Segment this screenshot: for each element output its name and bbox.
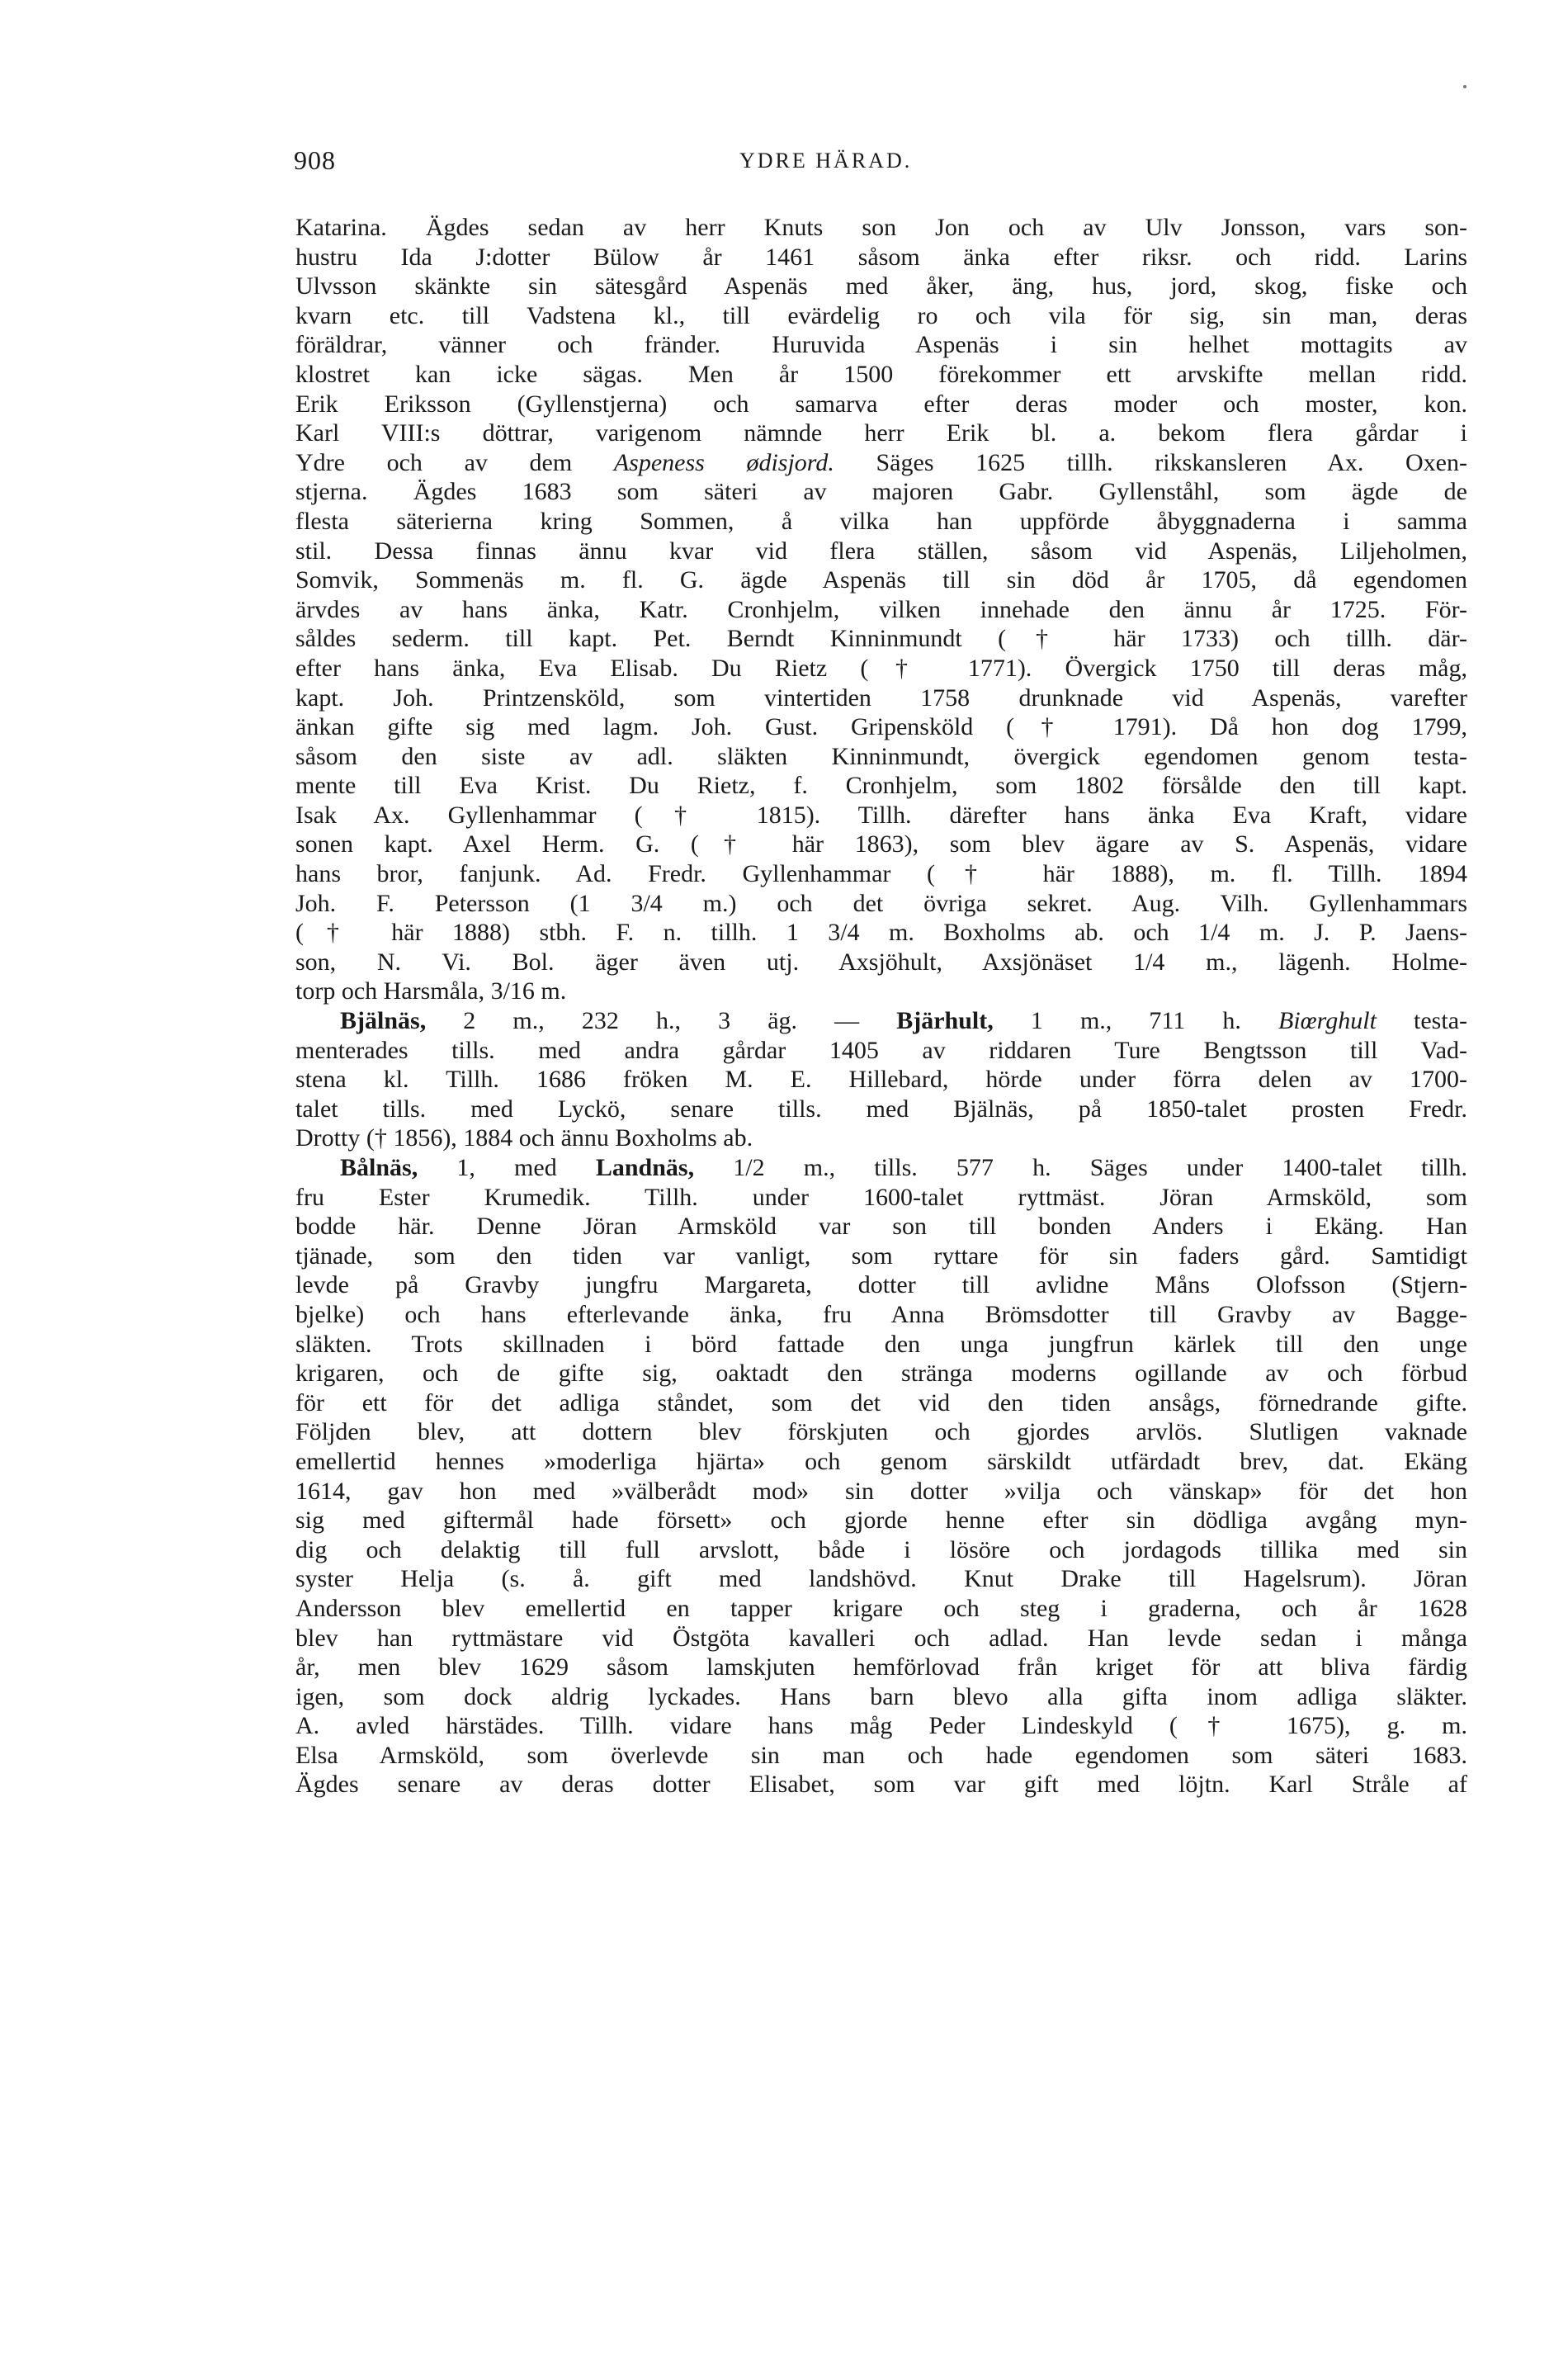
text-line (295, 830, 1467, 859)
text-line (295, 948, 1467, 977)
line-text: bjelke) och hans efterlevande änka, fru Anna Brömsdotter till Gravby av Bagge- (295, 1300, 1467, 1328)
line-text: såldes sederm. till kapt. Pet. Berndt Kinninmundt († här 1733) och tillh. där- (295, 625, 1467, 653)
line-text: stjerna. Ägdes 1683 som säteri av majoren Gabr. Gyllenståhl, som ägde de (295, 478, 1467, 506)
text-line (295, 330, 1467, 360)
line-text: hans bror, fanjunk. Ad. Fredr. Gyllenhammar († här 1888), m. fl. Tillh. 1894 (295, 860, 1467, 888)
line-text: Andersson blev emellertid en tapper krigare och steg i graderna, och år 1628 (295, 1594, 1467, 1622)
line-text: testa- (1376, 1007, 1467, 1035)
text-line (295, 1123, 1467, 1153)
line-text: Säges 1625 tillh. rikskansleren Ax. Oxen- (834, 448, 1467, 476)
line-text: blev han ryttmästare vid Östgöta kavalleri och adlad. Han levde sedan i många (295, 1624, 1467, 1652)
text-line (295, 477, 1467, 507)
text-line (295, 1535, 1467, 1565)
line-text: torp och Harsmåla, 3/16 m. (295, 977, 567, 1005)
line-text: fru Ester Krumedik. Tillh. under 1600-talet ryttmäst. Jöran Armsköld, som (295, 1183, 1467, 1211)
text-line (295, 243, 1467, 272)
text-line (295, 801, 1467, 830)
line-text: levde på Gravby jungfru Margareta, dotter till avlidne Måns Olofsson (Stjern- (295, 1271, 1467, 1299)
italic-term: Biœrghult (1278, 1007, 1377, 1035)
text-line (295, 1682, 1467, 1712)
text-line (295, 1741, 1467, 1771)
line-text: igen, som dock aldrig lyckades. Hans barn blevo alla gifta inom adliga släkter. (295, 1682, 1467, 1710)
text-line (295, 1624, 1467, 1653)
italic-term: Aspeness ødisjord. (613, 448, 834, 476)
body-text (295, 213, 1467, 1800)
place-name: Landnäs, (595, 1154, 695, 1181)
line-text: 1/2 m., tills. 577 h. Säges under 1400-talet tillh. (694, 1154, 1467, 1181)
line-text: Katarina. Ägdes sedan av herr Knuts son Jon och av Ulv Jonsson, vars son- (295, 214, 1467, 241)
scan-speck (1463, 85, 1466, 88)
text-line (295, 507, 1467, 537)
line-text: stena kl. Tillh. 1686 fröken M. E. Hillebard, hörde under förra delen av 1700- (295, 1066, 1467, 1094)
text-line (295, 742, 1467, 772)
text-line (295, 1359, 1467, 1388)
text-line (295, 360, 1467, 390)
text-line (295, 1417, 1467, 1447)
line-text: Drotty († 1856), 1884 och ännu Boxholms ab. (295, 1124, 753, 1152)
line-text: hustru Ida J:dotter Bülow år 1461 såsom änka efter riksr. och ridd. Larins (295, 243, 1467, 271)
line-text: talet tills. med Lyckö, senare tills. med Bjälnäs, på 1850-talet prosten Fredr. (295, 1095, 1467, 1123)
text-line (295, 390, 1467, 419)
text-line (295, 654, 1467, 683)
text-line (295, 1477, 1467, 1506)
line-text: änkan gifte sig med lagm. Joh. Gust. Gripensköld († 1791). Då hon dog 1799, (295, 713, 1467, 741)
text-line (295, 1241, 1467, 1271)
line-text: Karl VIII:s döttrar, varigenom nämnde herr Erik bl. a. bekom flera gårdar i (295, 419, 1467, 447)
line-text: 2 m., 232 h., 3 äg. — (426, 1007, 897, 1035)
line-text: Erik Eriksson (Gyllenstjerna) och samarva efter deras moder och moster, kon. (295, 390, 1467, 418)
line-text: bodde här. Denne Jöran Armsköld var son till bonden Anders i Ekäng. Han (295, 1213, 1467, 1241)
line-text: flesta säterierna kring Sommen, å vilka han uppförde åbyggnaderna i samma (295, 507, 1467, 535)
line-text: 1 m., 711 h. (993, 1007, 1279, 1035)
text-line (295, 1770, 1467, 1800)
text-line (295, 1153, 1467, 1183)
line-text: A. avled härstädes. Tillh. vidare hans måg Peder Lindeskyld († 1675), g. m. (295, 1712, 1467, 1740)
text-line (295, 1065, 1467, 1095)
line-text: emellertid hennes »moderliga hjärta» och genom särskildt utfärdadt brev, dat. Ekäng (295, 1447, 1467, 1475)
text-line (295, 624, 1467, 654)
line-text: ärvdes av hans änka, Katr. Cronhjelm, vilken innehade den ännu år 1725. För- (295, 595, 1467, 623)
text-line (295, 712, 1467, 742)
line-text: krigaren, och de gifte sig, oaktadt den stränga moderns ogillande av och förbud (295, 1360, 1467, 1388)
line-text: klostret kan icke sägas. Men år 1500 förekommer ett arvskifte mellan ridd. (295, 360, 1467, 388)
text-line (295, 1506, 1467, 1535)
text-line (295, 771, 1467, 801)
text-line (295, 1330, 1467, 1360)
line-text: kapt. Joh. Printzensköld, som vintertiden 1758 drunknade vid Aspenäs, varefter (295, 683, 1467, 712)
text-line (295, 859, 1467, 889)
line-text: för ett för det adliga ståndet, som det vid den tiden ansågs, förnedrande gifte. (295, 1388, 1467, 1416)
line-text: Isak Ax. Gyllenhammar († 1815). Tillh. därefter hans änka Eva Kraft, vidare (295, 801, 1467, 829)
text-line (295, 889, 1467, 919)
text-line (295, 1300, 1467, 1330)
page-number: 908 (294, 145, 336, 175)
line-text: tjänade, som den tiden var vanligt, som ryttare för sin faders gård. Samtidigt (295, 1241, 1467, 1270)
line-text: 1614, gav hon med »välberådt mod» sin dotter »vilja och vänskap» för det hon (295, 1477, 1467, 1505)
text-line (295, 1095, 1467, 1124)
place-name: Bålnäs, (340, 1154, 418, 1181)
line-text: år, men blev 1629 såsom lamskjuten hemförlovad från kriget för att bliva färdig (295, 1653, 1467, 1681)
line-text: Somvik, Sommenäs m. fl. G. ägde Aspenäs till sin död år 1705, då egendomen (295, 566, 1467, 594)
place-name: Bjärhult, (896, 1007, 994, 1035)
text-line (295, 1183, 1467, 1213)
line-text: efter hans änka, Eva Elisab. Du Rietz († 1771). Övergick 1750 till deras måg, (295, 654, 1467, 682)
line-text: såsom den siste av adl. släkten Kinninmundt, övergick egendomen genom testa- (295, 742, 1467, 770)
text-line (295, 1006, 1467, 1036)
line-text: 1, med (418, 1154, 596, 1181)
line-text: syster Helja (s. å. gift med landshövd. Knut Drake till Hagelsrum). Jöran (295, 1565, 1467, 1593)
text-line (295, 565, 1467, 595)
text-line (295, 213, 1467, 243)
line-text: stil. Dessa finnas ännu kvar vid flera ställen, såsom vid Aspenäs, Liljeholmen, (295, 537, 1467, 565)
text-line (295, 1212, 1467, 1241)
text-line (295, 1270, 1467, 1300)
text-line (295, 537, 1467, 566)
text-line (295, 1447, 1467, 1477)
line-text: son, N. Vi. Bol. äger även utj. Axsjöhult, Axsjönäset 1/4 m., lägenh. Holme- (295, 948, 1467, 976)
line-text: Elsa Armsköld, som överlevde sin man och hade egendomen som säteri 1683. (295, 1741, 1467, 1769)
text-line (295, 301, 1467, 331)
line-text: dig och delaktig till full arvslott, både i lösöre och jordagods tillika med sin (295, 1535, 1467, 1563)
text-line (295, 1036, 1467, 1066)
line-text: († här 1888) stbh. F. n. tillh. 1 3/4 m. Boxholms ab. och 1/4 m. J. P. Jaens- (295, 919, 1467, 947)
text-line (295, 272, 1467, 301)
line-text: Följden blev, att dottern blev förskjuten och gjordes arvlös. Slutligen vaknade (295, 1418, 1467, 1446)
line-text: Joh. F. Petersson (1 3/4 m.) och det övriga sekret. Aug. Vilh. Gyllenhammars (295, 889, 1467, 917)
line-text: släkten. Trots skillnaden i börd fattade den unga jungfrun kärlek till den unge (295, 1330, 1467, 1358)
text-line (295, 595, 1467, 625)
text-line (295, 918, 1467, 948)
line-text: Ägdes senare av deras dotter Elisabet, som var gift med löjtn. Karl Stråle af (295, 1771, 1467, 1799)
text-line (295, 1564, 1467, 1594)
line-text: menterades tills. med andra gårdar 1405 av riddaren Ture Bengtsson till Vad- (295, 1036, 1467, 1064)
line-text: föräldrar, vänner och fränder. Huruvida Aspenäs i sin helhet mottagits av (295, 331, 1467, 359)
text-line (295, 1594, 1467, 1624)
place-name: Bjälnäs, (340, 1007, 427, 1035)
text-line (295, 977, 1467, 1006)
text-line (295, 1388, 1467, 1418)
line-text: kvarn etc. till Vadstena kl., till evärdelig ro och vila för sig, sin man, deras (295, 301, 1467, 329)
line-text: sonen kapt. Axel Herm. G. († här 1863), som blev ägare av S. Aspenäs, vidare (295, 830, 1467, 858)
line-text: Ydre och av dem (295, 448, 614, 476)
text-line (295, 419, 1467, 448)
running-head: YDRE HÄRAD. (739, 149, 913, 173)
text-line (295, 1711, 1467, 1741)
line-text: mente till Eva Krist. Du Rietz, f. Cronhjelm, som 1802 försålde den till kapt. (295, 772, 1467, 800)
line-text: Ulvsson skänkte sin sätesgård Aspenäs med åker, äng, hus, jord, skog, fiske och (295, 272, 1467, 300)
text-line (295, 1653, 1467, 1682)
text-line (295, 448, 1467, 478)
text-line (295, 683, 1467, 713)
line-text: sig med giftermål hade försett» och gjorde henne efter sin dödliga avgång myn- (295, 1506, 1467, 1535)
